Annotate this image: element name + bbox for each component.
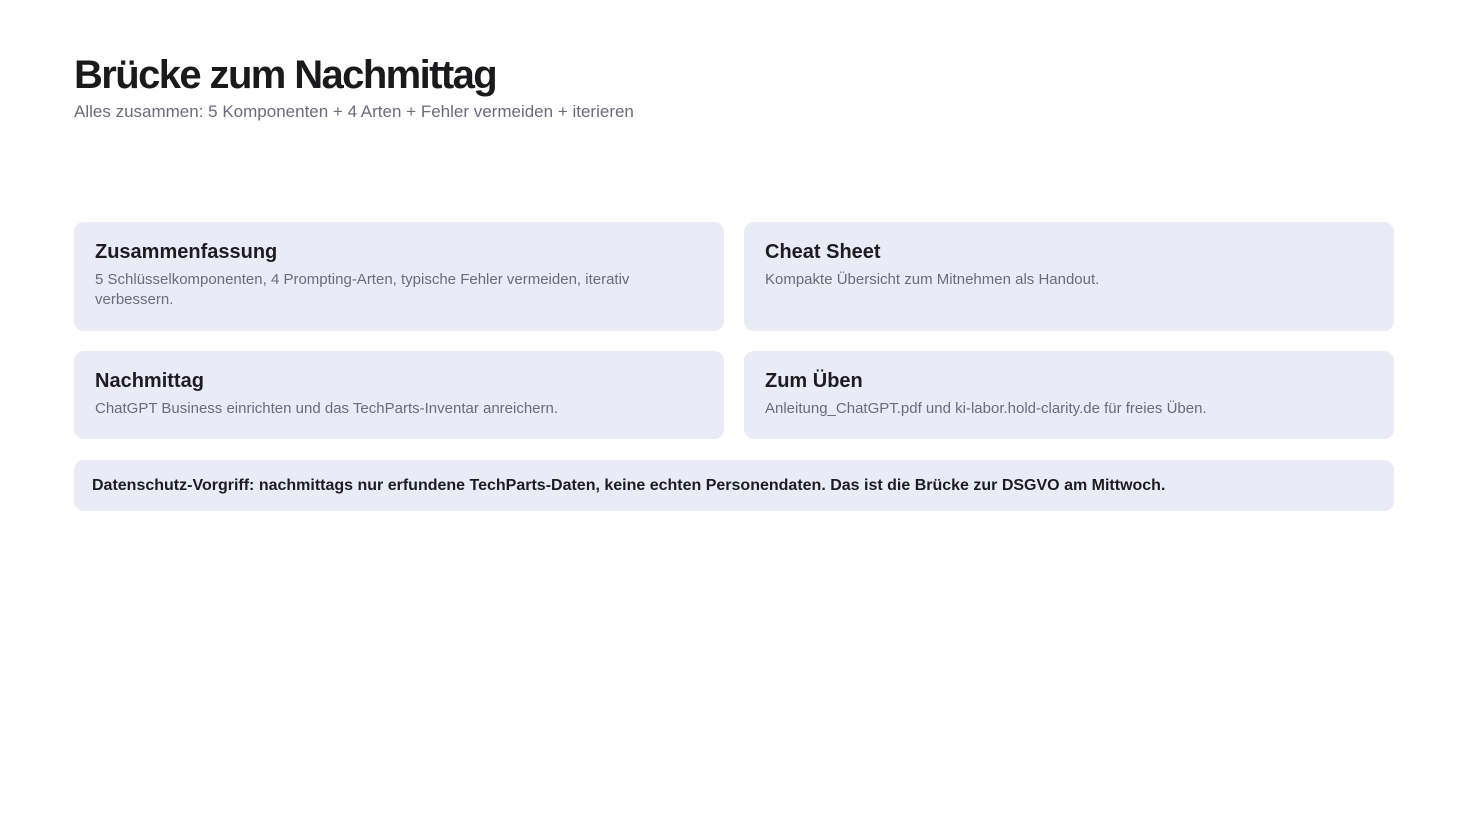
- card-title: Zusammenfassung: [95, 241, 278, 263]
- card-text: Kompakte Übersicht zum Mitnehmen als Handout.: [765, 271, 1100, 288]
- page-title: Brücke zum Nachmittag: [74, 53, 497, 97]
- card-cheat-sheet: [744, 222, 1394, 331]
- privacy-notice: [74, 460, 1394, 511]
- card-summary: [74, 222, 724, 331]
- card-title: Nachmittag: [95, 370, 204, 392]
- card-practice: [744, 351, 1394, 439]
- card-title: Cheat Sheet: [765, 241, 881, 263]
- card-text: Anleitung_ChatGPT.pdf und ki-labor.hold-clarity.de für freies Üben.: [765, 400, 1207, 417]
- card-text: ChatGPT Business einrichten und das TechParts-Inventar anreichern.: [95, 400, 559, 417]
- privacy-notice-text: Datenschutz-Vorgriff: nachmittags nur erfundene TechParts-Daten, keine echten Personendaten. Das ist die Brücke zur DSGVO am Mittwoch.: [92, 476, 1166, 494]
- card-title: Zum Üben: [765, 370, 863, 392]
- card-text: 5 Schlüsselkomponenten, 4 Prompting-Arten, typische Fehler vermeiden, iterativ verbessern.: [95, 271, 630, 308]
- page-subtitle: Alles zusammen: 5 Komponenten + 4 Arten + Fehler vermeiden + iterieren: [74, 102, 634, 121]
- card-afternoon: [74, 351, 724, 439]
